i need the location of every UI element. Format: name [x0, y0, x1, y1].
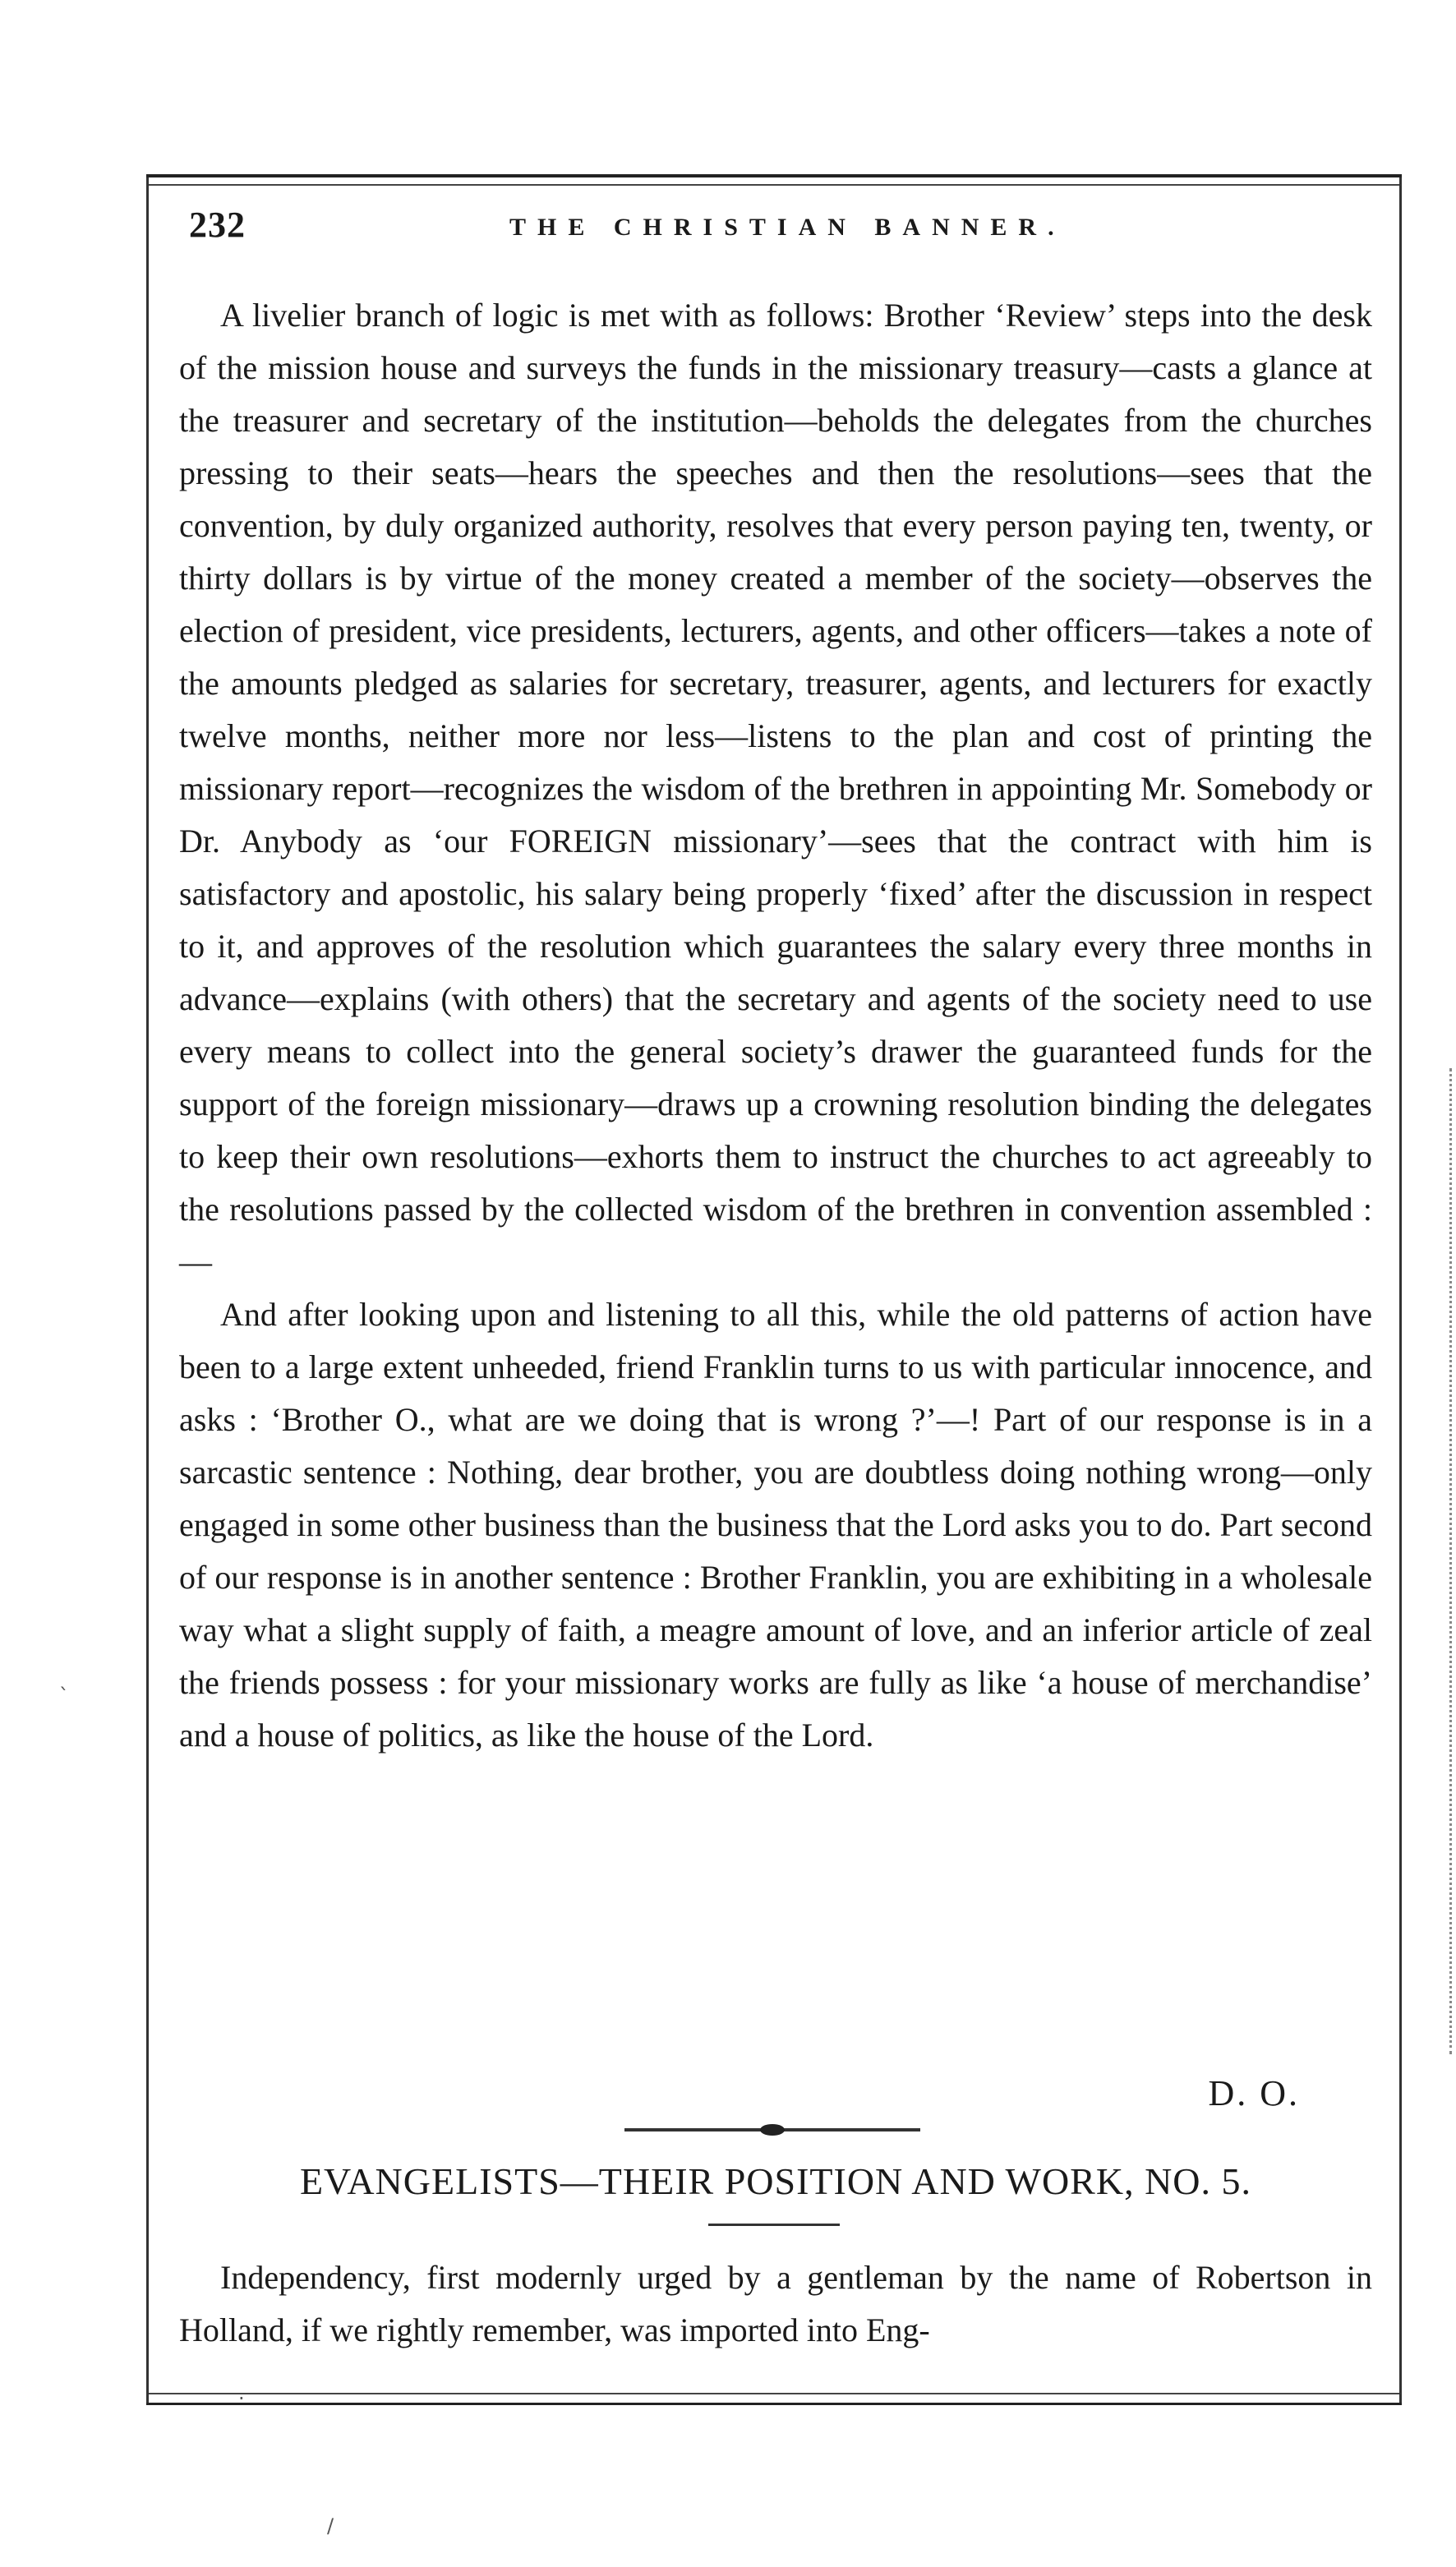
article-one-paragraph: And after looking upon and listening to all this, while the old patterns of action have been to a large extent unheeded, friend Franklin turns to us with particular innocence, and asks : ‘Brother O., what are we doing that is wrong ?’—! Part of our response is in a sarcastic sentence : Nothing, dear brother, you are doubtless doing nothing wrong—only engaged in some other business than the business that the Lord asks you to do. Part second of our response is in another sentence : Brother Franklin, you are exhibiting in a wholesale way what a slight supply of faith, a meagre amount of love, and an inferior article of zeal the friends possess : for your missionary works are fully as like ‘a house of merchandise’ and a house of politics, as like the house of the Lord.	[179, 1296, 1372, 1754]
frame-top-rule	[146, 184, 1402, 186]
margin-dotted-rule	[1449, 1068, 1454, 2054]
stray-ink-mark: `	[59, 1684, 69, 1707]
frame-left-rule	[146, 177, 149, 2403]
heading-underline	[708, 2224, 840, 2226]
running-head	[189, 204, 1372, 253]
page-number: 232	[189, 205, 246, 245]
journal-title: THE CHRISTIAN BANNER.	[509, 214, 1066, 241]
article-two-paragraph: Independency, first modernly urged by a gentleman by the name of Robertson in Holland, if we rightly remember, was imported into Eng-	[179, 2259, 1372, 2348]
author-signature: D. O.	[1208, 2073, 1300, 2113]
article-one-paragraph: A livelier branch of logic is met with as follows: Brother ‘Review’ steps into the desk of the mission house and surveys the funds in the missionary treasury—casts a glance at the treasurer and secretary of the institution—beholds the delegates from the churches pressing to their seats—hears the speeches and then the resolutions—sees that the convention, by duly organized authority, resolves that every person paying ten, twenty, or thirty dollars is by virtue of the money created a member of the society—observes the election of president, vice presidents, lecturers, agents, and other officers—takes a note of the amounts pledged as salaries for secretary, treasurer, agents, and lecturers for exactly twelve months, neither more nor less—listens to the plan and cost of printing the missionary report—recognizes the wisdom of the brethren in appointing Mr. Somebody or Dr. Anybody as ‘our FOREIGN missionary’—sees that the contract with him is satisfactory and apostolic, his salary being properly ‘fixed’ after the discussion in respect to it, and approves of the resolution which guarantees the salary every three months in advance—explains (with others) that the secretary and agents of the society need to use every means to collect into the general society’s drawer the guaranteed funds for the support of the foreign missionary—draws up a crowning resolution binding the delegates to keep their own resolutions—exhorts them to instruct the churches to act agreeably to the resolutions passed by the collected wisdom of the brethren in convention assembled :—	[179, 297, 1372, 1280]
frame-bottom-rule	[146, 2393, 1402, 2394]
frame-right-rule	[1399, 177, 1402, 2403]
section-divider-ornament	[760, 2124, 785, 2136]
article-two-body	[179, 2251, 1372, 2357]
stray-ink-mark: /	[327, 2514, 334, 2537]
stray-ink-mark: ·	[238, 2387, 245, 2410]
article-one-body	[179, 289, 1372, 1762]
article-two-heading: EVANGELISTS—THEIR POSITION AND WORK, NO. 5.	[299, 2160, 1252, 2202]
